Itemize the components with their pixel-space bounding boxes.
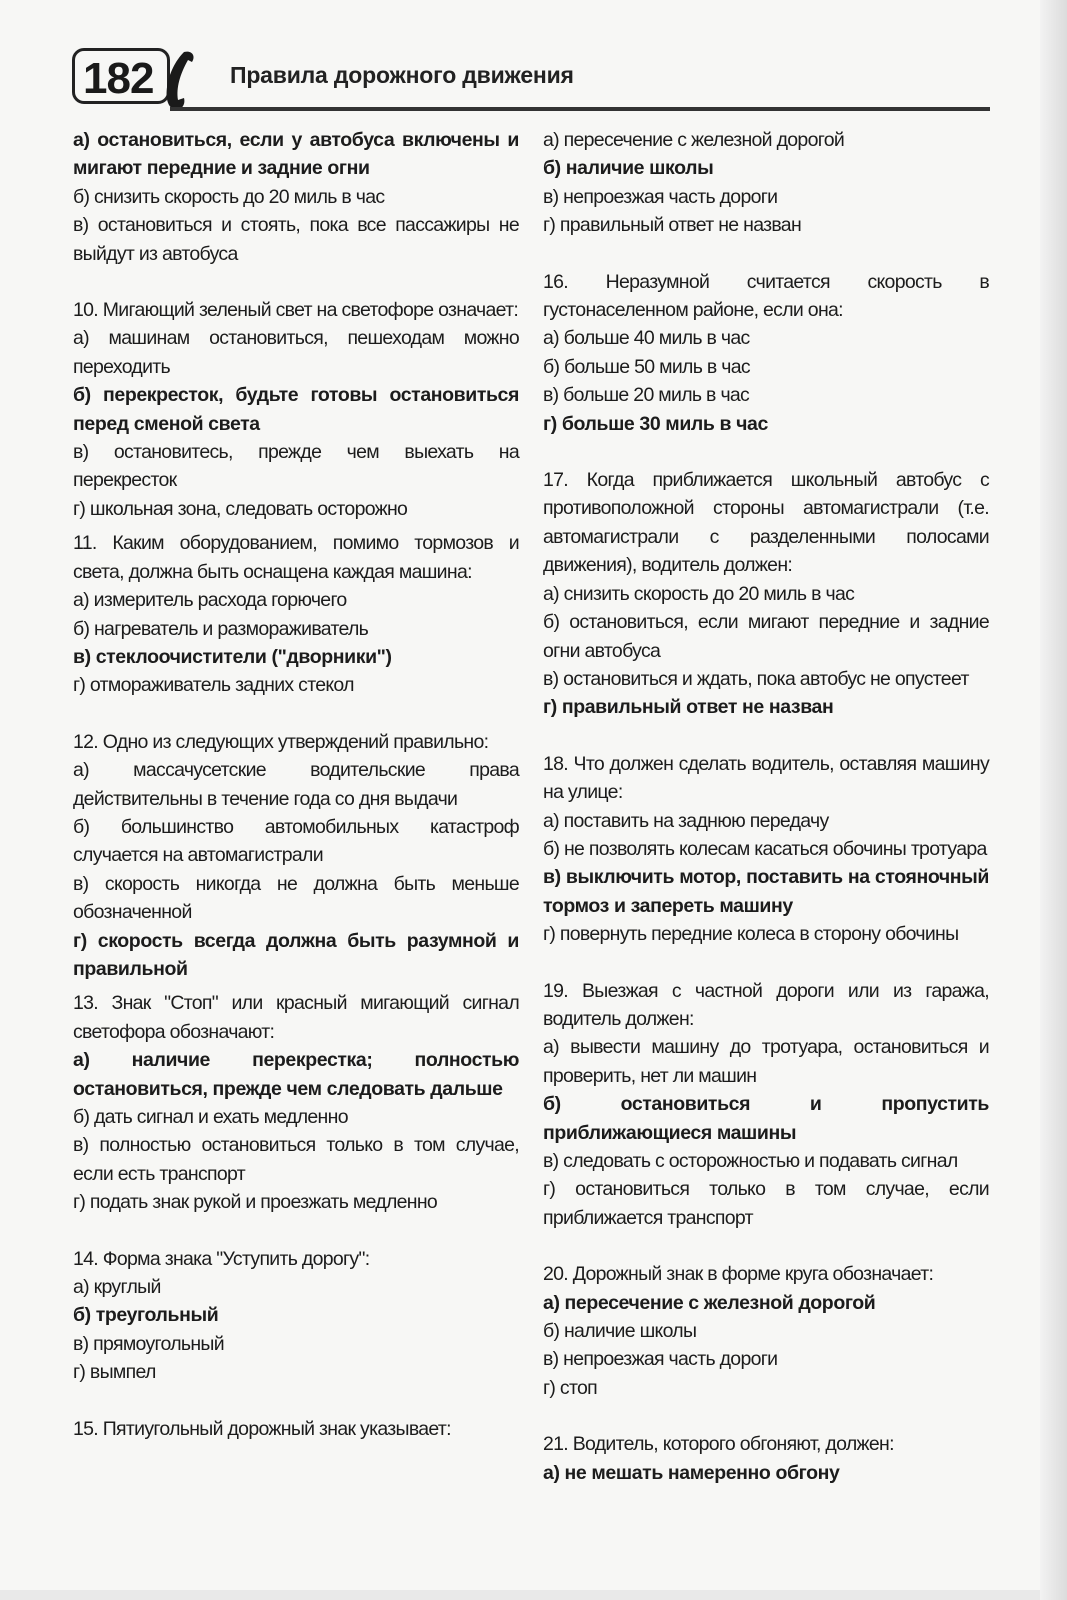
- question-text: 20. Дорожный знак в форме круга обозначает:: [543, 1263, 934, 1286]
- answer-option: г) отмораживатель задних стекол: [73, 674, 354, 697]
- question-text: 21. Водитель, которого обгоняют, должен:: [543, 1433, 894, 1456]
- answer-option: а) круглый: [73, 1276, 161, 1299]
- question-text: 10. Мигающий зеленый свет на светофоре означает:: [73, 299, 519, 322]
- page-number: 182: [72, 48, 170, 104]
- question-text: 12. Одно из следующих утверждений правильно:: [73, 730, 489, 753]
- answer-option: а) снизить скорость до 20 миль в час: [543, 582, 855, 605]
- answer-option: а) машинам остановиться, пешеходам можно переходить: [73, 327, 519, 378]
- question-text: 19. Выезжая с частной дороги или из гаража, водитель должен:: [543, 979, 989, 1030]
- answer-option: г) вымпел: [73, 1361, 156, 1384]
- answer-option: в) полностью остановиться только в том случае, если есть транспорт: [73, 1134, 519, 1185]
- question-text: 17. Когда приближается школьный автобус с противоположной стороны автомагистрали (т.е. автомагистрали с разделенными полосами движения), водитель должен:: [543, 469, 989, 577]
- answer-option: б) большинство автомобильных катастроф случается на автомагистрали: [73, 815, 519, 867]
- answer-option: в) остановиться и стоять, пока все пассажиры не выйдут из автобуса: [73, 214, 519, 265]
- answer-option: в) остановиться и ждать, пока автобус не опустеет: [543, 667, 969, 690]
- correct-answer-option: б) треугольный: [73, 1304, 219, 1327]
- answer-option: г) остановиться только в том случае, если приближается транспорт: [543, 1178, 989, 1229]
- correct-answer-option: г) скорость всегда должна быть разумной и правильной: [73, 929, 519, 980]
- scan-edge: [1040, 0, 1067, 1600]
- header-rule: [170, 107, 990, 111]
- answer-option: г) повернуть передние колеса в сторону обочины: [543, 923, 959, 946]
- correct-answer-option: б) наличие школы: [543, 157, 714, 180]
- answer-option: г) подать знак рукой и проезжать медленно: [73, 1191, 438, 1214]
- answer-option: а) больше 40 миль в час: [543, 327, 750, 350]
- answer-option: а) поставить на заднюю передачу: [543, 809, 829, 832]
- answer-option: а) измеритель расхода горючего: [73, 589, 347, 612]
- correct-answer-option: г) больше 30 миль в час: [543, 412, 768, 435]
- answer-option: б) нагреватель и размораживатель: [73, 617, 369, 640]
- answer-option: а) массачусетские водительские права действительны в течение года со дня выдачи: [73, 759, 519, 810]
- answer-option: в) непроезжая часть дороги: [543, 1348, 778, 1371]
- answer-option: г) правильный ответ не назван: [543, 214, 802, 237]
- left-column: [73, 126, 519, 1443]
- telephone-handset-icon: [158, 48, 198, 112]
- answer-option: в) прямоугольный: [73, 1332, 224, 1355]
- answer-option: в) остановитесь, прежде чем выехать на перекресток: [73, 441, 519, 492]
- question-text: 16. Неразумной считается скорость в густонаселенном районе, если она:: [543, 270, 989, 322]
- page-header: [72, 48, 990, 114]
- question-text: 13. Знак "Стоп" или красный мигающий сигнал светофора обозначают:: [73, 992, 519, 1043]
- answer-option: а) пересечение с железной дорогой: [543, 129, 845, 151]
- answer-option: в) непроезжая часть дороги: [543, 185, 778, 208]
- correct-answer-option: а) пересечение с железной дорогой: [543, 1291, 876, 1314]
- correct-answer-option: в) стеклоочистители ("дворники"): [73, 645, 392, 668]
- answer-option: б) не позволять колесам касаться обочины тротуара: [543, 837, 987, 860]
- question-text: 18. Что должен сделать водитель, оставляя машину на улице:: [543, 752, 989, 804]
- correct-answer-option: а) остановиться, если у автобуса включены и мигают передние и задние огни: [73, 129, 519, 180]
- answer-option: б) остановиться, если мигают передние и задние огни автобуса: [543, 611, 989, 662]
- answer-option: г) школьная зона, следовать осторожно: [73, 497, 408, 520]
- correct-answer-option: г) правильный ответ не назван: [543, 696, 834, 719]
- correct-answer-option: а) наличие перекрестка; полностью остановиться, прежде чем следовать дальше: [73, 1049, 519, 1100]
- answer-option: а) вывести машину до тротуара, остановиться и проверить, нет ли машин: [543, 1036, 989, 1087]
- answer-option: б) наличие школы: [543, 1320, 697, 1343]
- answer-option: в) больше 20 миль в час: [543, 384, 750, 407]
- correct-answer-option: б) перекресток, будьте готовы остановиться перед сменой света: [73, 384, 519, 435]
- correct-answer-option: а) не мешать намеренно обгону: [543, 1461, 840, 1484]
- answer-option: б) снизить скорость до 20 миль в час: [73, 185, 385, 208]
- question-text: 15. Пятиугольный дорожный знак указывает:: [73, 1417, 451, 1440]
- answer-option: в) скорость никогда не должна быть меньше обозначенной: [73, 872, 519, 924]
- answer-option: в) следовать с осторожностью и подавать сигнал: [543, 1150, 958, 1172]
- correct-answer-option: в) выключить мотор, поставить на стояночный тормоз и запереть машину: [543, 866, 989, 917]
- question-text: 11. Каким оборудованием, помимо тормозов и света, должна быть оснащена каждая машина:: [73, 532, 519, 583]
- running-header-title: Правила дорожного движения: [230, 62, 574, 88]
- answer-option: б) дать сигнал и ехать медленно: [73, 1106, 348, 1128]
- correct-answer-option: б) остановиться и пропустить приближающиеся машины: [543, 1093, 989, 1144]
- question-text: 14. Форма знака "Уступить дорогу":: [73, 1247, 370, 1270]
- answer-option: б) больше 50 миль в час: [543, 355, 750, 378]
- answer-option: г) стоп: [543, 1376, 597, 1399]
- right-column: [543, 126, 989, 1487]
